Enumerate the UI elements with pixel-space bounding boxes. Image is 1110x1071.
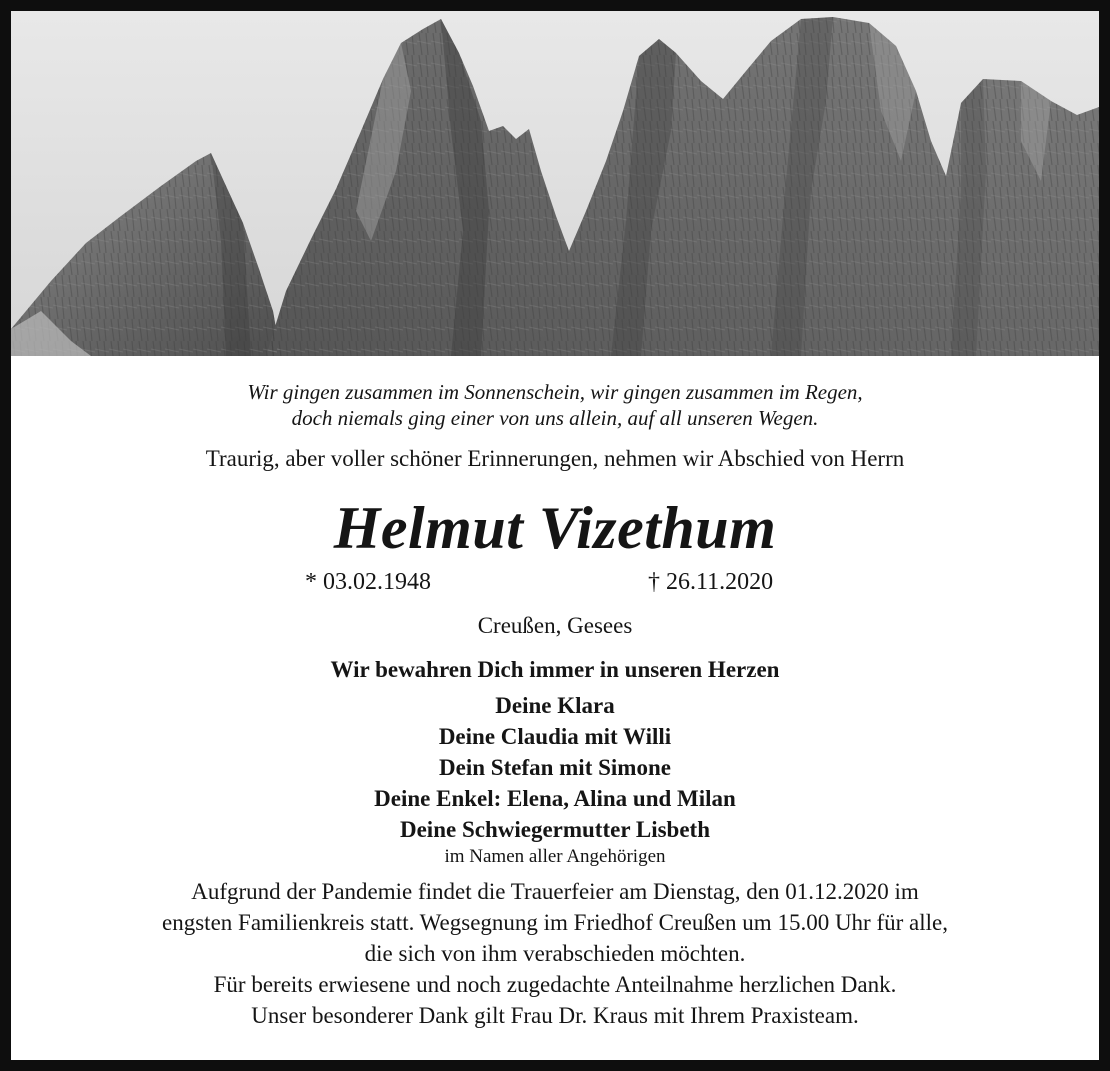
life-dates [11, 567, 1099, 597]
mourner: Deine Enkel: Elena, Alina und Milan [374, 786, 736, 811]
notice-line: engsten Familienkreis statt. Wegsegnung im Friedhof Creußen um 15.00 Uhr für alle, [162, 910, 948, 935]
poem-line: doch niemals ging einer von uns allein, auf all unseren Wegen. [291, 406, 819, 430]
motto: Wir bewahren Dich immer in unseren Herzen [330, 657, 780, 682]
mourner: Deine Schwiegermutter Lisbeth [399, 817, 711, 842]
deceased-name: Helmut Vizethum [333, 495, 777, 561]
notice-line: Aufgrund der Pandemie findet die Trauerfeier am Dienstag, den 01.12.2020 im [191, 879, 919, 904]
funeral-notice [11, 876, 1099, 1031]
mourners-list [11, 690, 1099, 845]
mourner: Deine Claudia mit Willi [438, 724, 672, 749]
notice-line: Unser besonderer Dank gilt Frau Dr. Kraus mit Ihrem Praxisteam. [251, 1003, 859, 1028]
birth-date: * 03.02.1948 [305, 569, 431, 595]
intro-text: Traurig, aber voller schöner Erinnerungen, nehmen wir Abschied von Herrn [205, 446, 905, 471]
notice-line: Für bereits erwiesene und noch zugedachte Anteilnahme herzlichen Dank. [213, 972, 897, 997]
notice-line: die sich von ihm verabschieden möchten. [364, 941, 746, 966]
mourner: Dein Stefan mit Simone [439, 755, 671, 780]
notice-text [11, 356, 1099, 1031]
death-date: † 26.11.2020 [648, 569, 774, 595]
on-behalf-note: im Namen aller Angehörigen [444, 846, 666, 867]
poem [11, 379, 1099, 431]
mourner: Deine Klara [495, 693, 615, 718]
mountain-peaks-photo [11, 11, 1099, 356]
poem-line: Wir gingen zusammen im Sonnenschein, wir gingen zusammen im Regen, [247, 380, 863, 404]
place-of-residence: Creußen, Gesees [477, 613, 633, 638]
